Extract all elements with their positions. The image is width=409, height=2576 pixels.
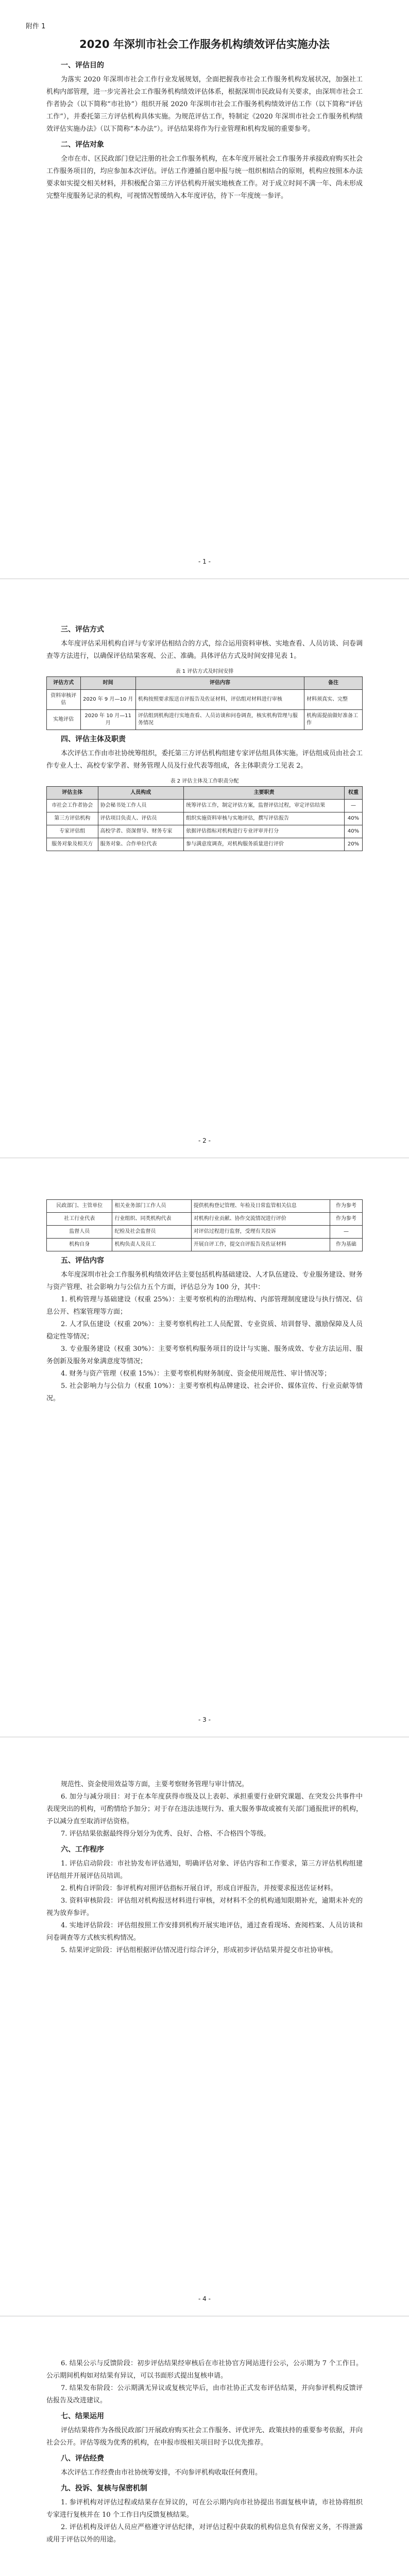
table-cell: 作为参考	[330, 1213, 362, 1226]
table-header: 评估方式	[47, 677, 81, 690]
section-heading: 一、评估目的	[61, 61, 104, 70]
table-row	[47, 1200, 363, 1213]
table-caption: 表 1 评估方式及时间安排	[175, 669, 234, 674]
paragraph: 5. 社会影响力与公信力（权重 10%）：主要考察机构品牌建设、社会评价、媒体宣传、行业贡献等情况。	[46, 1382, 363, 1402]
table-row	[47, 1226, 363, 1239]
table-cell: 组织实施资料审核与实地评估，撰写评估报告	[184, 812, 345, 825]
table-cell: 40%	[345, 812, 363, 825]
paragraph: 7. 评估结果依据最终得分划分为优秀、良好、合格、不合格四个等级。	[61, 1830, 270, 1838]
paragraph: 3. 资料审核阶段：评估组对机构报送材料进行审核，对材料不全的机构通知限期补充，逾期未补充的视为放弃参评。	[46, 1897, 363, 1917]
table-cell: 作为基础	[330, 1239, 362, 1251]
table-header: 评估内容	[135, 677, 304, 690]
table-row	[47, 710, 363, 730]
paragraph: 6. 结果公示与反馈阶段：初步评估结果经审核后在市社协官方网站进行公示，公示期为 7 个工作日。公示期间机构如对结果有异议，可以书面形式提出复核申请。	[46, 2360, 363, 2380]
table-row	[47, 838, 363, 851]
attachment-label: 附件 1	[26, 23, 46, 30]
table-cell: 民政部门、主管单位	[47, 1200, 112, 1213]
table-row	[47, 1239, 363, 1251]
paragraph: 4. 财务与资产管理（权重 15%）：主要考察机构财务制度、资金使用规范性、审计情况等；	[61, 1370, 331, 1378]
paragraph: 5. 结果评定阶段：评估组根据评估情况进行综合评分，形成初步评估结果并提交市社协审核。	[61, 1946, 337, 1954]
paragraph: 2. 评估机构及评估人员应严格遵守评估纪律，对评估过程中获取的机构信息负有保密义务，不得泄露或用于评估以外的用途。	[46, 2523, 363, 2544]
table-cell: 服务对象、合作单位代表	[98, 838, 184, 851]
table-cell: 机构自身	[47, 1239, 112, 1251]
table-cell: 参与满意度调查，对机构服务质量进行评价	[184, 838, 345, 851]
table-cell: 监督人员	[47, 1226, 112, 1239]
paragraph: 评估结果将作为各级民政部门开展政府购买社会工作服务、评优评先、政策扶持的重要参考依据，并向社会公开。评估等级为优秀的机构，在申报市级相关项目时予以优先推荐。	[46, 2427, 363, 2447]
paragraph: 本次评估工作经费由市社协统筹安排，不向参评机构收取任何费用。	[61, 2469, 262, 2477]
paragraph: 6. 加分与减分项目：对于在本年度获得市级及以上表彰、承担重要行业研究课题、在突发公共事件中表现突出的机构，可酌情给予加分；对于存在违法违规行为、重大服务事故或被有关部门通报批评的机构，予以减分直至取消评估资格。	[46, 1793, 363, 1825]
paragraph: 1. 机构管理与基础建设（权重 25%）：主要考察机构的治理结构、内部管理制度建设与执行情况、信息公开、档案管理等方面；	[46, 1296, 363, 1316]
table-cell: 40%	[345, 825, 363, 838]
page-number: - 2 -	[198, 1137, 211, 1144]
paragraph: 为落实 2020 年深圳市社会工作行业发展规划，全面把握我市社会工作服务机构发展状况，加强社工机构内部管理，进一步完善社会工作服务机构绩效评估体系，根据深圳市民政局有关要求，由深圳市社会工作者协会（以下简称“市社协”）组织开展 2020 年深圳市社会工作服务机构绩效评估工作（以下简称“评估工作”），并委托第三方评估机构具体实施。为规范评估工作，特制定《2020 年深圳市社会工作服务机构绩效评估实施办法》（以下简称“本办法”）。评估结果将作为行业管理和机构发展的重要参考。	[46, 76, 363, 133]
evaluation-subject-table-continued	[46, 1199, 363, 1251]
table-cell: 行业组织、同类机构代表	[112, 1213, 191, 1226]
table-cell: 市社会工作者协会	[47, 800, 98, 812]
evaluation-subject-table	[46, 786, 363, 851]
table-cell: 对评估过程进行监督，受理有关投诉	[191, 1226, 330, 1239]
document-page-4	[0, 1737, 409, 2316]
paragraph: 2. 机构自评阶段：参评机构对照评估指标开展自评，形成自评报告，并按要求报送佐证材料。	[61, 1885, 337, 1892]
table-cell: 依据评估指标对机构进行专业评审并打分	[184, 825, 345, 838]
table-cell: 对机构行业贡献、协作交流情况进行评价	[191, 1213, 330, 1226]
table-cell: 高校学者、资深督导、财务专家	[98, 825, 184, 838]
section-heading: 七、结果运用	[61, 2412, 104, 2420]
table-header: 评估主体	[47, 787, 98, 800]
table-cell: 服务对象及相关方	[47, 838, 98, 851]
table-cell: 相关业务部门工作人员	[112, 1200, 191, 1213]
table-header: 权重	[345, 787, 363, 800]
table-cell: 材料须真实、完整	[304, 690, 363, 710]
document-title: 2020 年深圳市社会工作服务机构绩效评估实施办法	[79, 38, 330, 50]
table-caption: 表 2 评估主体及工作职责分配	[170, 778, 239, 784]
table-header: 备注	[304, 677, 363, 690]
table-cell: 2020 年 10 月—11 月	[80, 710, 135, 730]
table-cell: —	[330, 1226, 362, 1239]
table-cell: 开展自评工作，提交自评报告及佐证材料	[191, 1239, 330, 1251]
paragraph: 3. 专业服务建设（权重 30%）：主要考察机构服务项目的设计与实施、服务成效、专业方法运用、服务创新及服务对象满意度等情况；	[46, 1345, 363, 1365]
table-row	[47, 825, 363, 838]
table-cell: 机构需提前做好准备工作	[304, 710, 363, 730]
section-heading: 三、评估方式	[61, 625, 104, 634]
document-page-5	[0, 2316, 409, 2576]
table-cell: 机构负责人及员工	[112, 1239, 191, 1251]
table-cell: 评估组到机构进行实地查看、人员访谈和问卷调查，核实机构管理与服务情况	[135, 710, 304, 730]
table-header: 时间	[80, 677, 135, 690]
document-page-3	[0, 1158, 409, 1737]
table-cell: 2020 年 9 月—10 月	[80, 690, 135, 710]
table-row	[47, 800, 363, 812]
table-cell: 20%	[345, 838, 363, 851]
table-cell: 专家评估组	[47, 825, 98, 838]
section-heading: 九、投诉、复核与保密机制	[61, 2484, 147, 2493]
paragraph: 本年度深圳市社会工作服务机构绩效评估主要包括机构基础建设、人才队伍建设、专业服务建设、财务与资产管理、社会影响力与公信力五个方面，评估总分为 100 分，其中：	[46, 1271, 363, 1291]
paragraph: 7. 结果发布阶段：公示期满无异议或复核完毕后，由市社协正式发布评估结果，并向参评机构反馈评估报告及改进建议。	[46, 2384, 363, 2404]
paragraph: 规范性、资金使用效益等方面，主要考察财务管理与审计情况。	[61, 1781, 249, 1788]
paragraph: 1. 评估启动阶段：市社协发布评估通知，明确评估对象、评估内容和工作要求，第三方评估机构组建评估组并开展评估员培训。	[46, 1860, 363, 1880]
document-page-2	[0, 579, 409, 1158]
paragraph: 本次评估工作由市社协统筹组织，委托第三方评估机构组建专家评估组具体实施。评估组成员由社会工作专业人士、高校专家学者、财务管理人员及行业代表等组成，各主体职责分工见表 2。	[46, 750, 363, 770]
table-cell: 提供机构登记管理、年检及日常监管相关信息	[191, 1200, 330, 1213]
table-cell: 协会秘书处工作人员	[98, 800, 184, 812]
paragraph: 1. 参评机构对评估过程或结果存在异议的，可在公示期内向市社协提出书面复核申请，市社协将组织专家进行复核并在 10 个工作日内反馈复核结果。	[46, 2499, 363, 2519]
table-cell: 统筹评估工作，制定评估方案，监督评估过程，审定评估结果	[184, 800, 345, 812]
page-number: - 1 -	[198, 558, 211, 565]
table-cell: 机构按照要求报送自评报告及佐证材料，评估组对材料进行审核	[135, 690, 304, 710]
document-page-1	[0, 0, 409, 579]
section-heading: 四、评估主体及职责	[61, 735, 126, 743]
paragraph: 4. 实地评估阶段：评估组按照工作安排到机构开展实地评估，通过查看现场、查阅档案、人员访谈和问卷调查等方式核实机构情况。	[46, 1922, 363, 1942]
table-header: 主要职责	[184, 787, 345, 800]
table-cell: 作为参考	[330, 1200, 362, 1213]
evaluation-method-table	[46, 676, 363, 730]
paragraph: 本年度评估采用机构自评与专家评估相结合的方式，综合运用资料审核、实地查看、人员访谈、问卷调查等方法进行，以确保评估结果客观、公正、准确。具体评估方式及时间安排见表 1。	[46, 640, 363, 660]
table-cell: 资料审核评估	[47, 690, 81, 710]
paragraph: 全市在市、区民政部门登记注册的社会工作服务机构，在本年度开展社会工作服务并承接政府购买社会工作服务项目的，均应参加本次评估。评估工作遵循自愿申报与统一组织相结合的原则，机构应按照本办法要求如实提交相关材料，并积极配合第三方评估机构开展实地核查工作。对于成立时间不满一年、尚未形成完整年度服务记录的机构，可视情况暂缓纳入本年度评估，待下一年度统一参评。	[46, 155, 363, 200]
paragraph: 2. 人才队伍建设（权重 20%）：主要考察机构社工人员配置、专业资质、培训督导、激励保障及人员稳定性等情况；	[46, 1320, 363, 1341]
table-cell: 评估项目负责人、评估员	[98, 812, 184, 825]
table-row	[47, 690, 363, 710]
section-heading: 五、评估内容	[61, 1257, 104, 1265]
section-heading: 八、评估经费	[61, 2454, 104, 2463]
page-number: - 4 -	[198, 2295, 211, 2302]
table-cell: 纪检及社会监督员	[112, 1226, 191, 1239]
table-cell: —	[345, 800, 363, 812]
table-header: 人员构成	[98, 787, 184, 800]
table-cell: 实地评估	[47, 710, 81, 730]
table-cell: 第三方评估机构	[47, 812, 98, 825]
section-heading: 六、工作程序	[61, 1845, 104, 1854]
table-row	[47, 1213, 363, 1226]
table-row	[47, 812, 363, 825]
section-heading: 二、评估对象	[61, 141, 104, 149]
page-number: - 3 -	[198, 1716, 211, 1723]
table-cell: 社工行业代表	[47, 1213, 112, 1226]
